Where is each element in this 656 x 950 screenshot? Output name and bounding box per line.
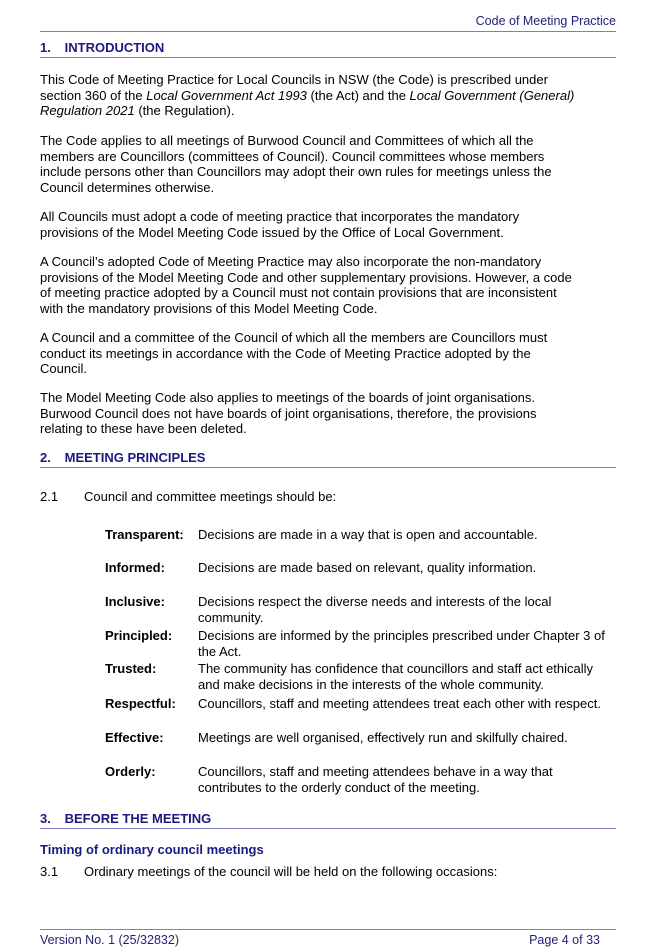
principle-description: Meetings are well organised, effectively run and skilfully chaired. [198,730,568,745]
intro-paragraph-2: The Code applies to all meetings of Burwood Council and Committees of which all the members are Councillors (committees of Council). Council committees whose members include persons other than Councillors may adopt their own rules for meetings unless the Council determines otherwise. [40,133,552,195]
intro-paragraph-1 [40,72,580,119]
clause-text: Council and committee meetings should be: [84,489,337,504]
principle-term: Orderly: [105,764,156,779]
clause-number: 3.1 [40,864,59,879]
intro-paragraph-6: The Model Meeting Code also applies to meetings of the boards of joint organisations. Burwood Council does not have boards of joint organisations, therefore, the provisions relating to these have been deleted. [40,390,537,436]
principle-description: Councillors, staff and meeting attendees treat each other with respect. [198,696,601,711]
section-heading-meeting-principles [40,450,616,468]
principle-description: Councillors, staff and meeting attendees behave in a way that contributes to the orderly conduct of the meeting. [198,764,553,795]
principle-term: Effective: [105,730,164,745]
section-title: MEETING PRINCIPLES [64,450,206,465]
subheading-timing: Timing of ordinary council meetings [40,842,264,857]
page-header: Code of Meeting Practice [40,14,616,32]
section-number: 1. [40,40,51,55]
principle-description: Decisions are informed by the principles prescribed under Chapter 3 of the Act. [198,628,605,659]
act-citation: Local Government Act 1993 [146,87,307,103]
intro-paragraph-3: All Councils must adopt a code of meeting practice that incorporates the mandatory provisions of the Model Meeting Code issued by the Office of Local Government. [40,209,520,240]
principle-term: Trusted: [105,661,157,676]
principle-description: The community has confidence that councillors and staff act ethically and make decisions in the interests of the whole community. [198,661,594,692]
section-heading-before-the-meeting [40,811,616,829]
principle-description: Decisions are made in a way that is open and accountable. [198,527,538,542]
principle-term: Inclusive: [105,594,165,609]
principle-term: Principled: [105,628,173,643]
principle-description: Decisions respect the diverse needs and interests of the local community. [198,594,552,625]
clause-number: 2.1 [40,489,59,504]
principle-term: Respectful: [105,696,176,711]
section-number: 3. [40,811,51,826]
text: This Code of Meeting Practice for Local Councils in NSW (the Code) is prescribed under section 360 of the [40,72,548,103]
regulation-citation: Local Government (General) Regulation 2021 [40,87,575,118]
text: (the Act) and the [306,87,410,103]
version-number: Version No. 1 (25/32832) [40,933,179,947]
text: (the Regulation). [134,103,235,118]
section-title: BEFORE THE MEETING [64,811,212,826]
page-footer [40,929,616,947]
principle-term: Transparent: [105,527,184,542]
intro-paragraph-4: A Council’s adopted Code of Meeting Practice may also incorporate the non-mandatory provisions of the Model Meeting Code and other supplementary provisions. However, a code of meeting practice adopted by a Council must not contain provisions that are inconsistent with the mandatory provisions of this Model Meeting Code. [40,254,572,316]
intro-paragraph-5: A Council and a committee of the Council of which all the members are Councillors must conduct its meetings in accordance with the Code of Meeting Practice adopted by the Council. [40,330,548,376]
principle-term: Informed: [105,560,165,575]
principle-description: Decisions are made based on relevant, quality information. [198,560,537,575]
section-heading-introduction [40,40,616,58]
section-number: 2. [40,450,51,465]
clause-text: Ordinary meetings of the council will be held on the following occasions: [84,864,498,879]
section-title: INTRODUCTION [64,40,165,55]
page-number: Page 4 of 33 [529,933,600,947]
